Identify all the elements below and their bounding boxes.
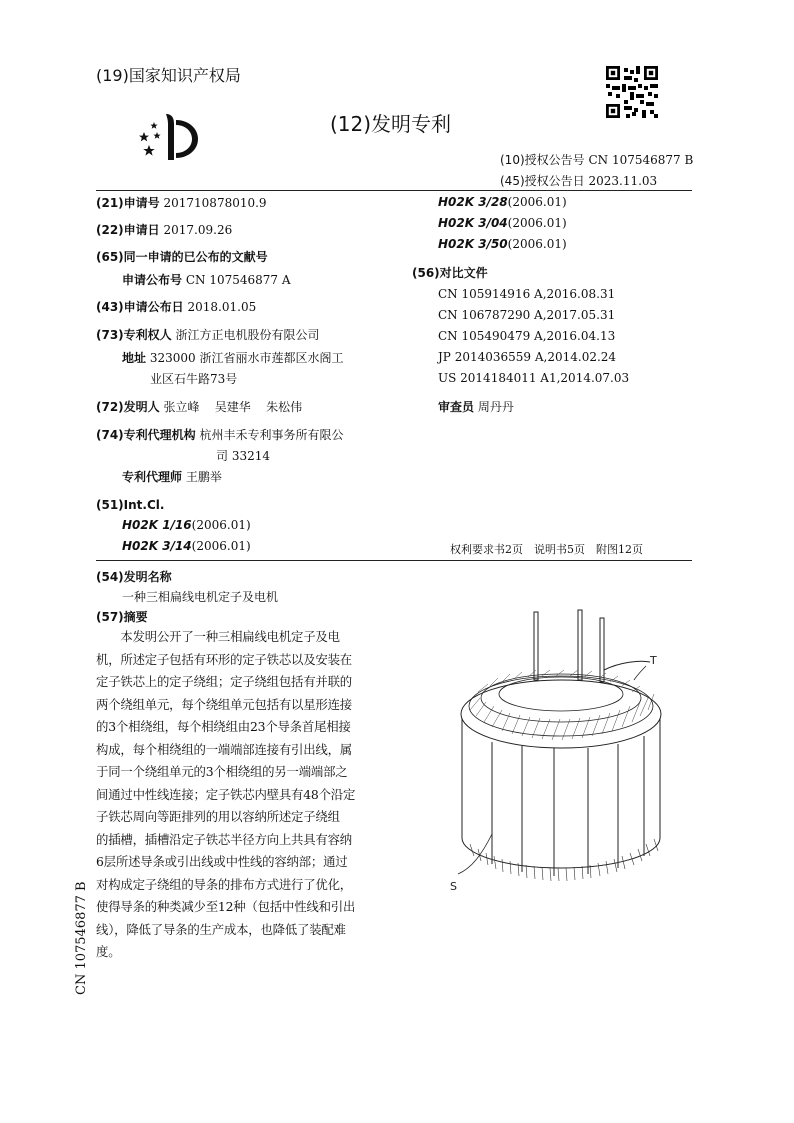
abstract-line: 间通过中性线连接；定子铁芯内壁具有48个沿定	[96, 786, 356, 802]
cited-documents-label: (56)对比文件	[412, 266, 488, 280]
ipc-code: H02K 3/14	[122, 539, 192, 553]
ipc-version: (2006.01)	[191, 518, 251, 532]
grant-info	[500, 150, 693, 192]
patentee-label: (73)专利权人	[96, 328, 172, 342]
abstract-line: 子铁芯周向等距排列的用以容纳所述定子绕组	[96, 809, 340, 824]
application-number: 201710878010.9	[163, 196, 267, 210]
abstract-line: 于同一个绕组单元的3个相绕组的另一端端部之	[96, 764, 348, 779]
publication-number: CN 107546877 A	[185, 273, 291, 287]
side-document-code: CN 107546877 B	[74, 881, 89, 995]
ipc-version: (2006.01)	[507, 216, 567, 230]
label-t: T	[650, 654, 657, 667]
agent-row	[122, 466, 222, 488]
agency-line-2: 司 33214	[216, 449, 270, 463]
abstract-line: 6层所述导条或引出线或中性线的容纳部；通过	[96, 854, 348, 869]
cited-document: CN 105490479 A,2016.04.13	[438, 329, 616, 343]
application-date-label: (22)申请日	[96, 223, 160, 237]
ipc-code: H02K 3/50	[438, 237, 508, 251]
ipc-code: H02K 3/28	[438, 195, 508, 209]
grant-date-row	[500, 171, 693, 192]
winding-end-top	[461, 670, 661, 748]
agency-row	[96, 424, 344, 446]
grant-number-label: (10)授权公告号	[500, 153, 585, 167]
ipc-class-row	[438, 234, 567, 255]
abstract-label: (57)摘要	[96, 610, 148, 624]
patentee: 浙江方正电机股份有限公司	[175, 328, 320, 342]
address-line-1: 323000 浙江省丽水市莲都区水阁工	[149, 351, 344, 365]
agent: 王鹏举	[185, 470, 222, 484]
examiner-label: 审查员	[438, 400, 475, 414]
patentee-row	[96, 324, 320, 346]
ipc-class-row	[438, 213, 567, 234]
ipc-code: H02K 3/04	[438, 216, 508, 230]
inventors-label: (72)发明人	[96, 400, 160, 414]
application-number-label: (21)申请号	[96, 196, 160, 210]
invention-title: 一种三相扁线电机定子及电机	[122, 590, 279, 604]
title-label: (54)发明名称	[96, 570, 172, 584]
label-s: S	[450, 880, 457, 893]
publication-number-row	[122, 269, 291, 291]
ipc-version: (2006.01)	[191, 539, 251, 553]
abstract-line: 的3个相绕组，每个相绕组由23个导条首尾相接	[96, 719, 351, 734]
agency-label: (74)专利代理机构	[96, 428, 196, 442]
abstract-text	[96, 626, 388, 964]
ipc-version: (2006.01)	[507, 237, 567, 251]
abstract-line: 定子铁芯上的定子绕组；定子绕组包括有并联的	[96, 674, 353, 689]
grant-date-label: (45)授权公告日	[500, 174, 585, 188]
grant-number-row	[500, 150, 693, 171]
cited-document: CN 106787290 A,2017.05.31	[438, 308, 616, 322]
inventor: 朱松伟	[266, 400, 303, 414]
header-divider	[96, 190, 692, 191]
application-number-row	[96, 192, 267, 214]
inventors-row	[96, 396, 302, 418]
page-counts: 权利要求书2页 说明书5页 附图12页	[450, 543, 643, 556]
cited-documents-list	[438, 284, 629, 389]
cited-documents-heading	[412, 262, 488, 284]
stator-figure	[450, 606, 672, 896]
issuing-office: (19)国家知识产权局	[96, 66, 241, 85]
inventor: 吴建华	[214, 400, 251, 414]
document-type: (12)发明专利	[330, 112, 452, 136]
address-row	[122, 347, 343, 369]
abstract-line: 两个绕组单元，每个绕组单元包括有以星形连接	[96, 696, 353, 712]
intcl-heading	[96, 494, 164, 516]
ipc-version: (2006.01)	[507, 195, 567, 209]
abstract-line: 本发明公开了一种三相扁线电机定子及电	[96, 629, 340, 644]
abstract-line: 的插槽，插槽沿定子铁芯半径方向上共具有容纳	[96, 831, 353, 847]
abstract-line: 线），降低了导条的生产成本，也降低了装配难	[96, 921, 346, 937]
prior-publication-heading	[96, 246, 268, 268]
ipc-code: H02K 1/16	[122, 518, 192, 532]
abstract-line: 度。	[96, 944, 121, 959]
intcl-label: (51)Int.Cl.	[96, 498, 165, 512]
cited-document: JP 2014036559 A,2014.02.24	[438, 350, 617, 364]
cnipa-logo-icon	[132, 110, 204, 164]
abstract-line: 对构成定子绕组的导条的排布方式进行了优化，	[96, 876, 353, 892]
grant-date: 2023.11.03	[588, 174, 658, 188]
ipc-continued-list	[438, 192, 567, 255]
cited-document: CN 105914916 A,2016.08.31	[438, 287, 616, 301]
biblio-divider	[96, 560, 692, 561]
ipc-class-row	[438, 192, 567, 213]
address-label: 地址	[122, 351, 147, 365]
ipc-class-row	[122, 536, 251, 557]
publication-date-row	[96, 296, 256, 318]
examiner-row	[438, 396, 514, 418]
application-date: 2017.09.26	[163, 223, 233, 237]
examiner: 周丹丹	[477, 400, 514, 414]
prior-publication-label: (65)同一申请的已公布的文献号	[96, 250, 268, 264]
inventor: 张立峰	[163, 400, 200, 414]
cited-document: US 2014184011 A1,2014.07.03	[438, 371, 630, 385]
agent-label: 专利代理师	[122, 470, 183, 484]
intcl-list	[122, 515, 251, 557]
grant-number: CN 107546877 B	[588, 153, 694, 167]
abstract-line: 构成，每个相绕组的一端端部连接有引出线，属	[96, 741, 353, 757]
address-line-2: 业区石牛路73号	[150, 372, 238, 386]
abstract-line: 使得导条的种类减少至12种（包括中性线和引出	[96, 899, 356, 914]
ipc-class-row	[122, 515, 251, 536]
publication-number-label: 申请公布号	[122, 273, 183, 287]
publication-date-label: (43)申请公布日	[96, 300, 184, 314]
application-date-row	[96, 219, 232, 241]
abstract-line: 机，所述定子包括有环形的定子铁芯以及安装在	[96, 651, 353, 667]
publication-date: 2018.01.05	[187, 300, 257, 314]
title-heading	[96, 566, 172, 588]
abstract-heading	[96, 606, 148, 628]
agency-line-1: 杭州丰禾专利事务所有限公	[199, 428, 344, 442]
qr-code-icon	[606, 66, 658, 118]
